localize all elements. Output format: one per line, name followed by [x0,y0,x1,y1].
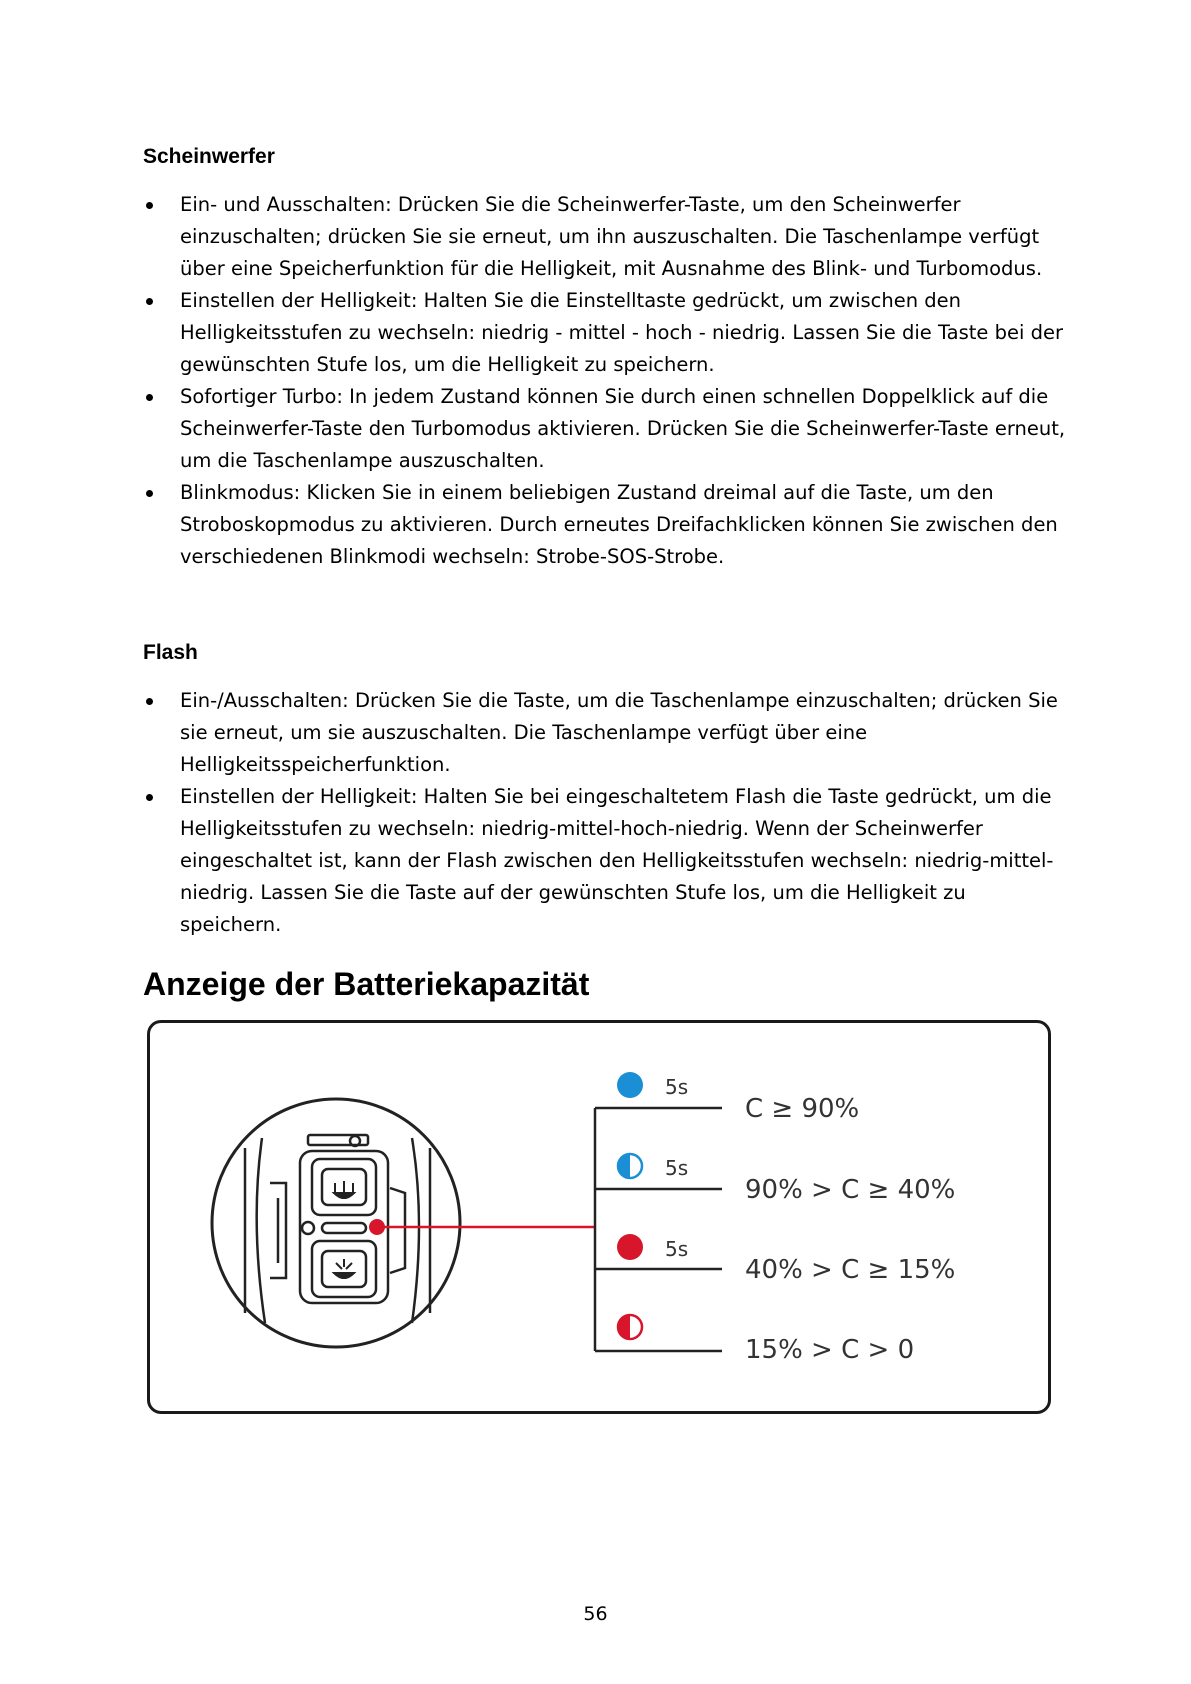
level-low [617,1234,955,1285]
list-item: Blinkmodus: Klicken Sie in einem beliebigen Zustand dreimal auf die Taste, um den Stroboskopmodus zu aktivieren. Durch erneutes Dreifachklicken können Sie zwischen den verschiedenen Blinkmodi wechseln: Strobe-SOS-Strobe. [143,477,1068,573]
flashlight-illustration [212,1099,460,1347]
red-half-indicator-icon [618,1315,642,1339]
scheinwerfer-list [143,189,1068,573]
duration-label: 5s [665,1075,689,1099]
bullet-icon [146,298,153,305]
flash-list [143,685,1068,941]
blue-half-indicator-icon [618,1154,642,1178]
level-full [617,1072,859,1124]
section-heading-scheinwerfer: Scheinwerfer [143,145,275,168]
bullet-icon [146,794,153,801]
level-critical [618,1315,914,1365]
bullet-icon [146,490,153,497]
red-solid-indicator-icon [617,1234,643,1260]
condition-label: 90% > C ≥ 40% [745,1175,956,1205]
duration-label: 5s [665,1237,689,1261]
list-item: Einstellen der Helligkeit: Halten Sie die Einstelltaste gedrückt, um zwischen den Helligkeitsstufen zu wechseln: niedrig - mittel - hoch - niedrig. Lassen Sie die Taste bei der gewünschten Stufe los, um die Helligkeit zu speichern. [143,285,1068,381]
condition-label: 40% > C ≥ 15% [745,1255,956,1285]
level-bracket [595,1108,722,1351]
bullet-icon [146,698,153,705]
battery-diagram [150,1023,1048,1411]
duration-label: 5s [665,1156,689,1180]
page-number: 56 [583,1603,608,1625]
list-item: Sofortiger Turbo: In jedem Zustand können Sie durch einen schnellen Doppelklick auf die Scheinwerfer-Taste den Turbomodus aktivieren. Drücken Sie die Scheinwerfer-Taste erneut, um die Taschenlampe auszuschalten. [143,381,1068,477]
bullet-icon [146,202,153,209]
blue-solid-indicator-icon [617,1072,643,1098]
list-item: Ein- und Ausschalten: Drücken Sie die Scheinwerfer-Taste, um den Scheinwerfer einzuschalten; drücken Sie sie erneut, um ihn auszuschalten. Die Taschenlampe verfügt über eine Speicherfunktion für die Helligkeit, mit Ausnahme des Blink- und Turbomodus. [143,189,1068,285]
condition-label: 15% > C > 0 [745,1335,915,1365]
list-item: Ein-/Ausschalten: Drücken Sie die Taste, um die Taschenlampe einzuschalten; drücken Sie sie erneut, um sie auszuschalten. Die Taschenlampe verfügt über eine Helligkeitsspeicherfunktion. [143,685,1068,781]
battery-heading: Anzeige der Batteriekapazität [143,966,590,1002]
led-symbols [334,1181,354,1278]
indicator-led-icon [369,1219,385,1235]
section-heading-flash: Flash [143,641,198,664]
level-medium [618,1154,955,1205]
condition-label: C ≥ 90% [745,1094,860,1124]
list-item: Einstellen der Helligkeit: Halten Sie bei eingeschaltetem Flash die Taste gedrückt, um die Helligkeitsstufen zu wechseln: niedrig-mittel-hoch-niedrig. Wenn der Scheinwerfer eingeschaltet ist, kann der Flash zwischen den Helligkeitsstufen wechseln: niedrig-mittel-niedrig. Lassen Sie die Taste auf der gewünschten Stufe los, um die Helligkeit zu speichern. [143,781,1068,941]
battery-indicator-figure [147,1020,1051,1414]
bullet-icon [146,394,153,401]
